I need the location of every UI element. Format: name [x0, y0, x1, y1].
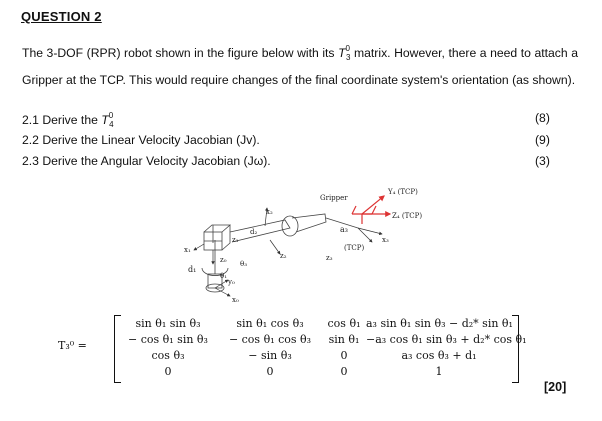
question-2-2-post: ). [252, 133, 260, 147]
question-2-3-post: ). [263, 154, 271, 168]
marks-2-2: (9) [535, 133, 550, 147]
marks-2-1: (8) [535, 111, 550, 125]
transformation-matrix [58, 315, 538, 387]
matrix-cell-r2c3: sin θ₁ [328, 333, 360, 346]
gripper-shape [352, 196, 390, 224]
label-z-tcp: Z₄ (TCP) [392, 212, 423, 220]
matrix-cell-r3c3: 0 [340, 349, 348, 362]
question-item-2-2 [22, 133, 260, 147]
question-item-2-1 [22, 111, 114, 129]
label-theta1: θ₁ [220, 272, 228, 280]
label-y0: y₀ [228, 278, 235, 286]
matrix-cell-r2c2: − cos θ₁ cos θ₃ [228, 333, 312, 346]
matrix-cell-r4c4: 1 [435, 365, 443, 378]
label-x2: x₂ [266, 208, 273, 216]
marks-2-3: (3) [535, 154, 550, 168]
total-marks: [20] [544, 380, 567, 394]
question-2-1-sup: 0 [108, 111, 114, 120]
label-x1: x₁ [184, 246, 191, 254]
question-2-3-text: 2.3 Derive the Angular Velocity Jacobian ( [22, 154, 248, 168]
matrix-cell-r3c1: cos θ₃ [151, 349, 185, 362]
label-z3: z₃ [326, 254, 333, 262]
matrix-right-bracket [512, 315, 519, 383]
label-d2: d₂ [250, 228, 258, 236]
intro-matrix-symbol: T [338, 46, 346, 60]
question-2-3-symbol: Jω [247, 154, 264, 168]
matrix-cell-r2c1: − cos θ₁ sin θ₃ [128, 333, 208, 346]
prismatic-joint-cube [204, 225, 230, 250]
matrix-cell-r4c3: 0 [340, 365, 348, 378]
label-z1: z₁ [232, 236, 239, 244]
intro-pre: The 3-DOF (RPR) robot shown in the figure below with its [22, 46, 339, 60]
intro-matrix-sup: 0 [345, 44, 350, 53]
matrix-cell-r2c4: −a₃ cos θ₁ sin θ₃ + d₂* cos θ₁ [366, 333, 527, 346]
label-theta3: θ₃ [240, 260, 248, 268]
label-x3: x₃ [382, 236, 389, 244]
question-heading: QUESTION 2 [21, 9, 102, 24]
label-d1: d₁ [188, 265, 197, 274]
label-z2: z₂ [280, 252, 287, 260]
matrix-cell-r4c1: 0 [164, 365, 172, 378]
matrix-cell-r1c1: sin θ₁ sin θ₃ [135, 317, 201, 330]
label-z0: z₀ [220, 256, 227, 264]
matrix-cell-r3c2: − sin θ₃ [248, 349, 292, 362]
label-x0: x₀ [232, 296, 239, 304]
intro-paragraph [22, 38, 578, 91]
matrix-cell-r4c2: 0 [266, 365, 274, 378]
matrix-cell-r1c2: sin θ₁ cos θ₃ [236, 317, 304, 330]
question-item-2-3 [22, 154, 271, 168]
matrix-cell-r3c4: a₃ cos θ₃ + d₁ [401, 349, 477, 362]
intro-post: matrix. However, there a need to attach a Gripper at the TCP. This would require changes of the final coordinate system's orientation (as shown). [22, 46, 578, 87]
question-2-2-symbol: Jv [240, 133, 253, 147]
label-tcp: (TCP) [344, 244, 365, 252]
matrix-cell-r1c4: a₃ sin θ₁ sin θ₃ − d₂* sin θ₁ [366, 317, 513, 330]
question-2-1-symbol: T [101, 113, 109, 127]
robot-figure [120, 180, 450, 308]
question-2-1-text: 2.1 Derive the [22, 113, 102, 127]
label-a3: a₃ [340, 225, 348, 234]
intro-matrix-sub: 3 [345, 53, 351, 62]
label-y-tcp: Y₄ (TCP) [388, 188, 418, 196]
label-gripper: Gripper [320, 194, 348, 202]
question-2-1-sub: 4 [109, 120, 114, 129]
matrix-lhs: T₃⁰ = [58, 339, 87, 352]
matrix-cell-r1c3: cos θ₁ [327, 317, 361, 330]
question-2-2-text: 2.2 Derive the Linear Velocity Jacobian ( [22, 133, 241, 147]
